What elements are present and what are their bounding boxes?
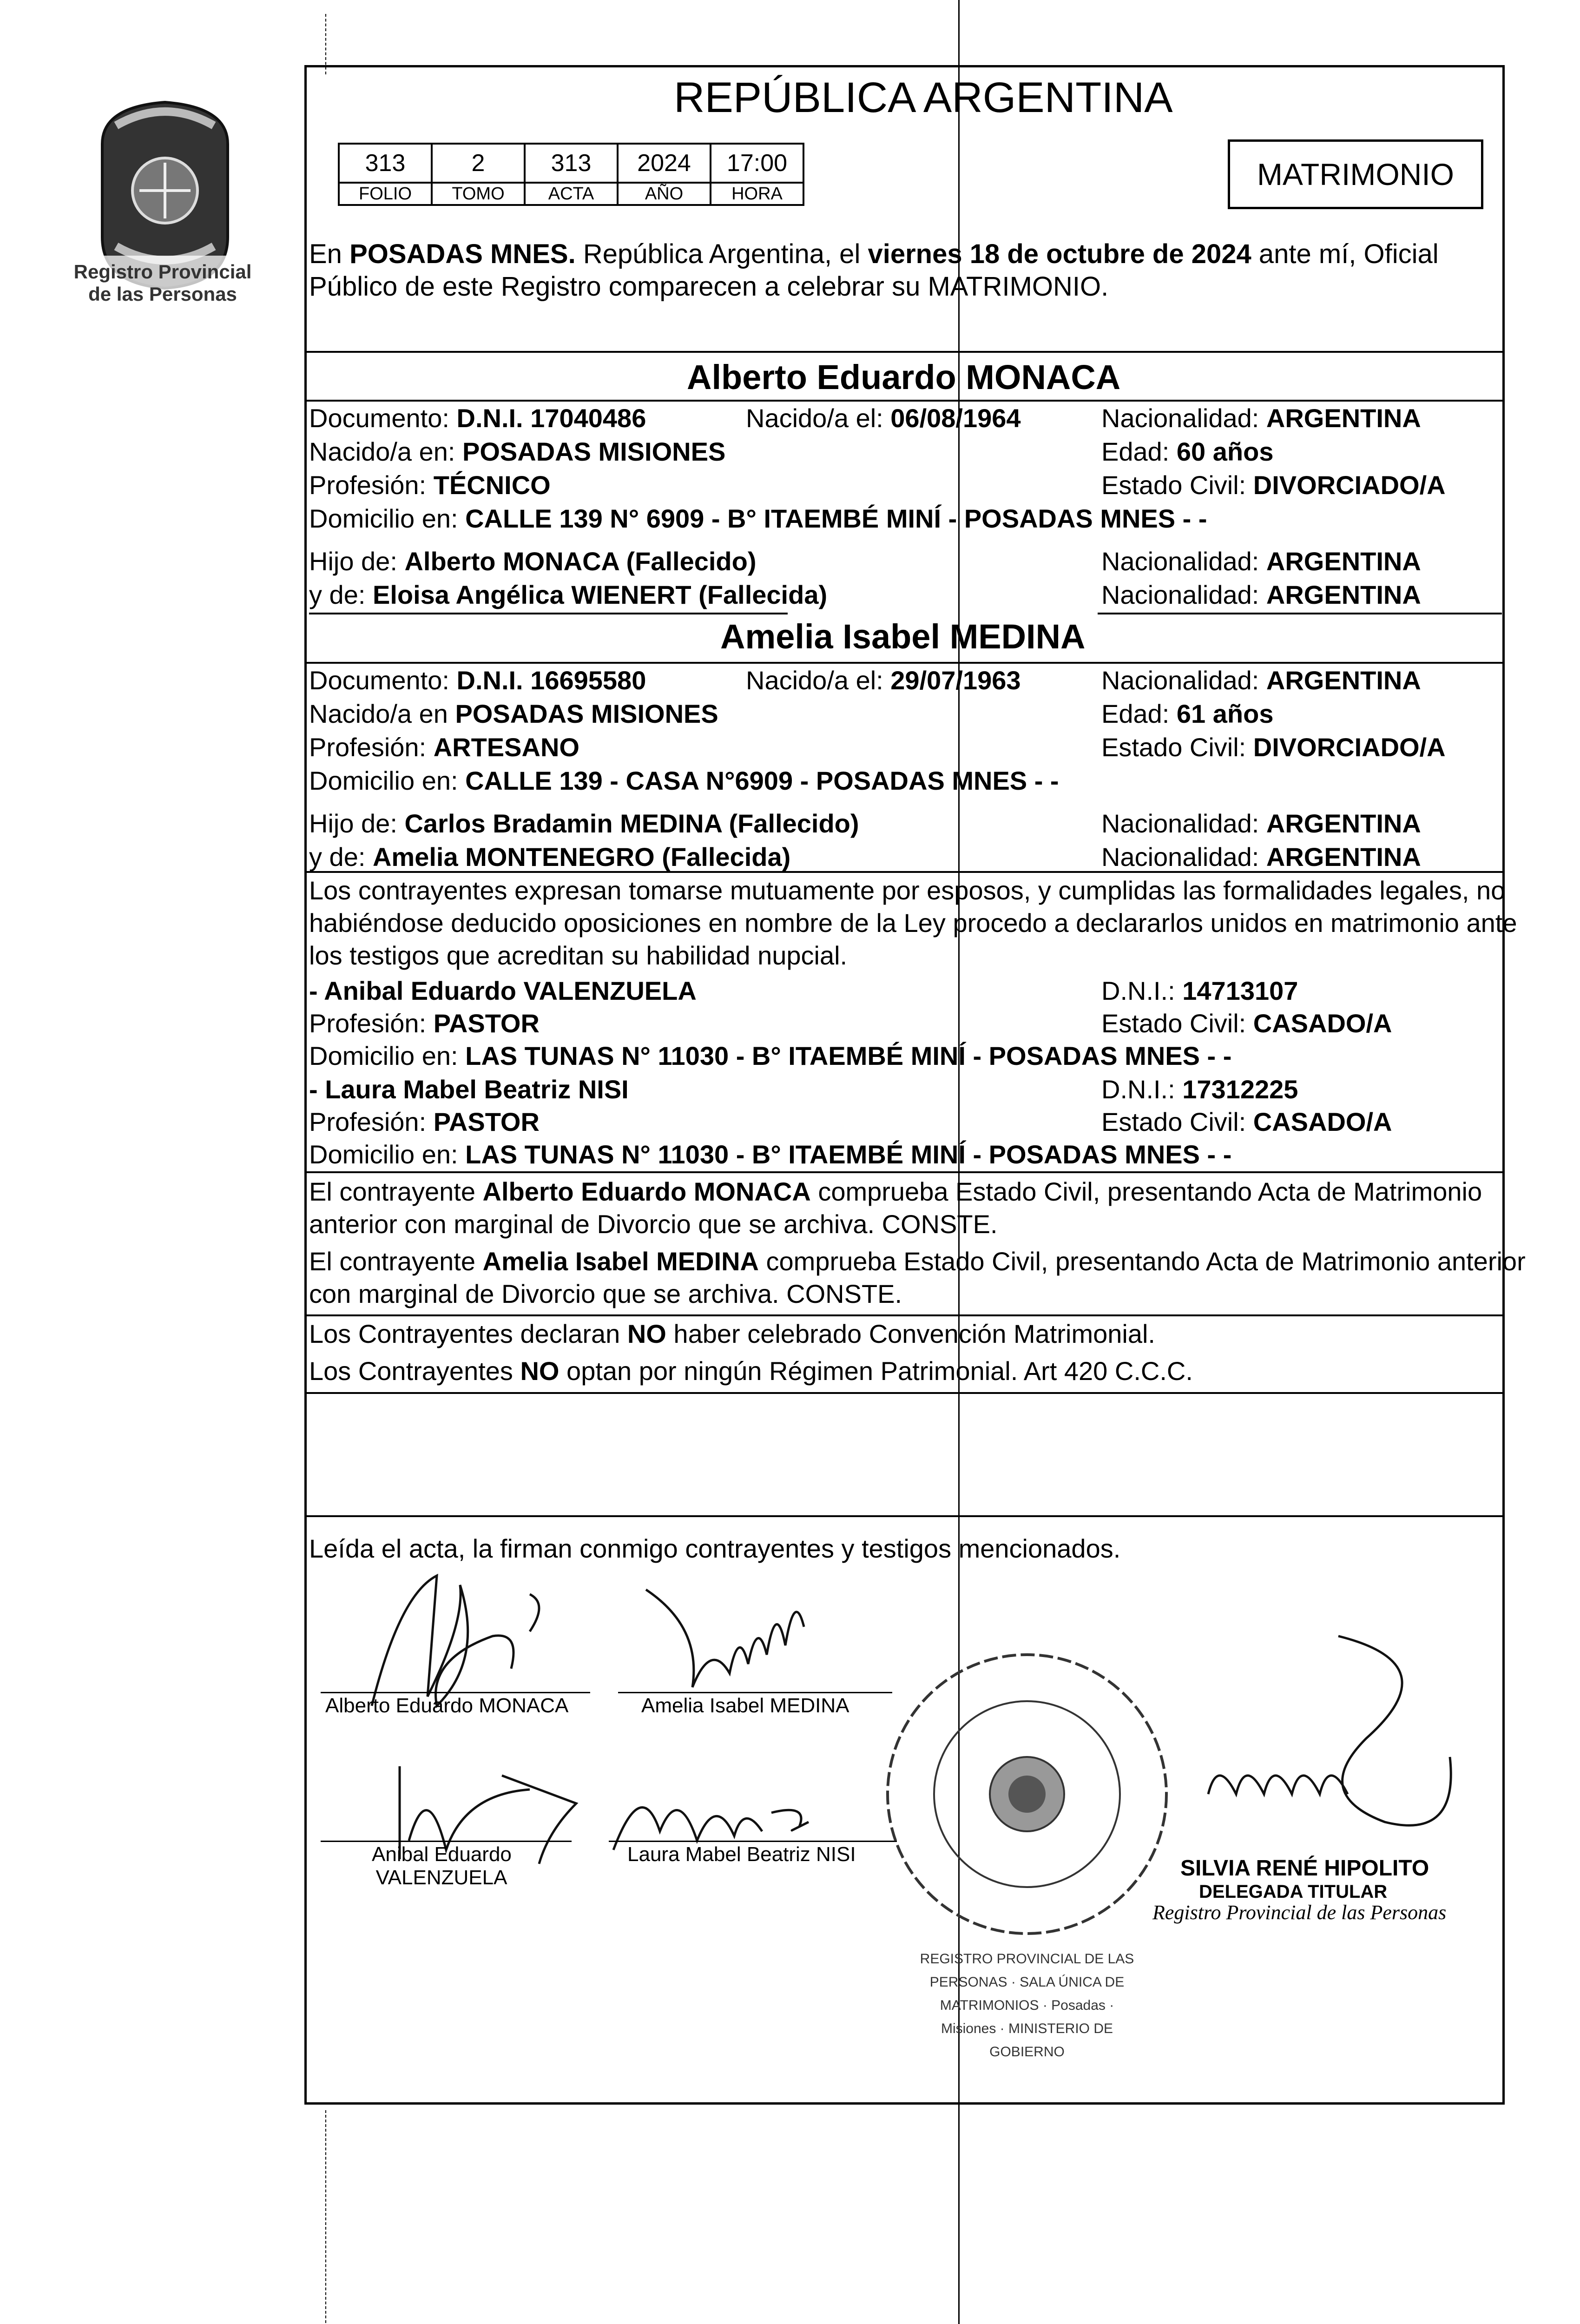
note-3: Los Contrayentes declaran NO haber celebrado Convención Matrimonial. [309,1319,1155,1348]
divider [304,662,1505,664]
witness1-dni: D.N.I.: 14713107 [1101,976,1298,1005]
spouse1-profession: Profesión: TÉCNICO [309,470,551,500]
note-1-line-2: anterior con marginal de Divorcio que se archiva. CONSTE. [309,1209,998,1239]
official-role: DELEGADA TITULAR [1199,1882,1388,1902]
tomo-value: 2 [432,144,525,183]
spouse2-civil-status: Estado Civil: DIVORCIADO/A [1101,733,1446,762]
spouse1-mother-nationality: Nacionalidad: ARGENTINA [1101,580,1421,609]
divider [304,400,1505,402]
spouse1-father: Hijo de: Alberto MONACA (Fallecido) [309,547,757,576]
note-2-line-1: El contrayente Amelia Isabel MEDINA comprueba Estado Civil, presentando Acta de Matrimonio anterior [309,1247,1526,1276]
spouse2-document: Documento: D.N.I. 16695580 [309,666,646,695]
signature-caption-nisi: Laura Mabel Beatriz NISI [627,1843,856,1866]
registry-round-stamp [878,1645,1176,1943]
spouse2-mother-nationality: Nacionalidad: ARGENTINA [1101,842,1421,872]
signature-caption-medina: Amelia Isabel MEDINA [641,1694,849,1717]
year-label: AÑO [618,183,711,205]
signature-caption-valenzuela-1: Anibal Eduardo [372,1843,512,1866]
folio-value: 313 [339,144,432,183]
signature-line [321,1841,572,1842]
spouse1-age: Edad: 60 años [1101,437,1274,466]
signature-medina [618,1571,860,1710]
divider [304,871,1505,873]
spouse2-mother: y de: Amelia MONTENEGRO (Fallecida) [309,842,791,872]
signature-line [609,1841,897,1842]
spouse1-address: Domicilio en: CALLE 139 N° 6909 - B° ITAEMBÉ MINÍ - POSADAS MNES - - [309,504,1207,533]
spouse2-father-nationality: Nacionalidad: ARGENTINA [1101,809,1421,838]
signature-caption-valenzuela-2: VALENZUELA [375,1866,507,1889]
scan-margin-mark [325,2110,326,2324]
spouse1-born: Nacido/a el: 06/08/1964 [746,403,1021,433]
folio-label: FOLIO [339,183,432,205]
intro-line-1: En POSADAS MNES. República Argentina, el viernes 18 de octubre de 2024 ante mí, Oficial [309,239,1439,269]
divider [1098,613,1502,614]
signatures-intro: Leída el acta, la firman conmigo contrayentes y testigos mencionados. [309,1534,1121,1563]
spouse1-father-nationality: Nacionalidad: ARGENTINA [1101,547,1421,576]
declaration-line-2: habiéndose deducido oposiciones en nombre de la Ley procedo a declararlos unidos en matrimonio ante [309,908,1517,938]
spouse1-birthplace: Nacido/a en: POSADAS MISIONES [309,437,726,466]
spouse2-profession: Profesión: ARTESANO [309,733,579,762]
registry-stamp-text: REGISTRO PROVINCIAL DE LAS PERSONAS · SALA ÚNICA DE MATRIMONIOS · Posadas · Misiones · MINISTERIO DE GOBIERNO [920,1951,1134,2060]
witness2-profession: Profesión: PASTOR [309,1107,540,1136]
divider [304,1171,1505,1173]
spouse1-nationality: Nacionalidad: ARGENTINA [1101,403,1421,433]
divider [304,1392,1505,1394]
hour-label: HORA [711,183,803,205]
hour-value: 17:00 [711,144,803,183]
official-organization: Registro Provincial de las Personas [1152,1901,1447,1924]
divider [304,1515,1505,1517]
spouse2-name: Amelia Isabel MEDINA [720,617,1086,656]
signature-official [1171,1618,1487,1868]
spouse2-age: Edad: 61 años [1101,699,1274,728]
spouse2-address: Domicilio en: CALLE 139 - CASA N°6909 - POSADAS MNES - - [309,766,1059,795]
spouse2-born: Nacido/a el: 29/07/1963 [746,666,1021,695]
tomo-label: TOMO [432,183,525,205]
seal-caption-line1: Registro Provincial [73,261,252,283]
spouse1-civil-status: Estado Civil: DIVORCIADO/A [1101,470,1446,500]
witness2-civil-status: Estado Civil: CASADO/A [1101,1107,1392,1136]
spouse1-document: Documento: D.N.I. 17040486 [309,403,646,433]
witness1-name: - Anibal Eduardo VALENZUELA [309,976,697,1005]
spouse1-mother: y de: Eloisa Angélica WIENERT (Fallecida) [309,580,828,609]
divider [309,613,788,614]
act-type-box: MATRIMONIO [1228,139,1483,209]
witness1-profession: Profesión: PASTOR [309,1009,540,1038]
declaration-line-3: los testigos que acreditan su habilidad nupcial. [309,941,848,970]
witness2-address: Domicilio en: LAS TUNAS N° 11030 - B° ITAEMBÉ MINÍ - POSADAS MNES - - [309,1140,1232,1169]
witness1-address: Domicilio en: LAS TUNAS N° 11030 - B° ITAEMBÉ MINÍ - POSADAS MNES - - [309,1041,1232,1070]
intro-line-2: Público de este Registro comparecen a celebrar su MATRIMONIO. [309,271,1109,302]
note-1-line-1: El contrayente Alberto Eduardo MONACA comprueba Estado Civil, presentando Acta de Matrimonio [309,1177,1482,1206]
signature-caption-monaca: Alberto Eduardo MONACA [325,1694,569,1717]
witness1-civil-status: Estado Civil: CASADO/A [1101,1009,1392,1038]
spouse2-father: Hijo de: Carlos Bradamin MEDINA (Fallecido) [309,809,859,838]
signature-line [321,1692,590,1693]
signature-line [618,1692,892,1693]
year-value: 2024 [618,144,711,183]
witness2-dni: D.N.I.: 17312225 [1101,1075,1298,1104]
spouse2-nationality: Nacionalidad: ARGENTINA [1101,666,1421,695]
acta-value: 313 [525,144,618,183]
spouse2-birthplace: Nacido/a en POSADAS MISIONES [309,699,718,728]
spouse1-name: Alberto Eduardo MONACA [687,358,1121,396]
note-2-line-2: con marginal de Divorcio que se archiva. CONSTE. [309,1279,902,1308]
acta-label: ACTA [525,183,618,205]
seal-caption-line2: de las Personas [88,283,237,305]
official-name: SILVIA RENÉ HIPOLITO [1180,1856,1429,1881]
declaration-line-1: Los contrayentes expresan tomarse mutuamente por esposos, y cumplidas las formalidades legales, no [309,876,1506,905]
register-table [338,143,804,206]
witness2-name: - Laura Mabel Beatriz NISI [309,1075,629,1104]
page-title: REPÚBLICA ARGENTINA [674,74,1173,121]
divider [304,1314,1505,1316]
divider [304,351,1505,353]
note-4: Los Contrayentes NO optan por ningún Régimen Patrimonial. Art 420 C.C.C. [309,1356,1193,1386]
